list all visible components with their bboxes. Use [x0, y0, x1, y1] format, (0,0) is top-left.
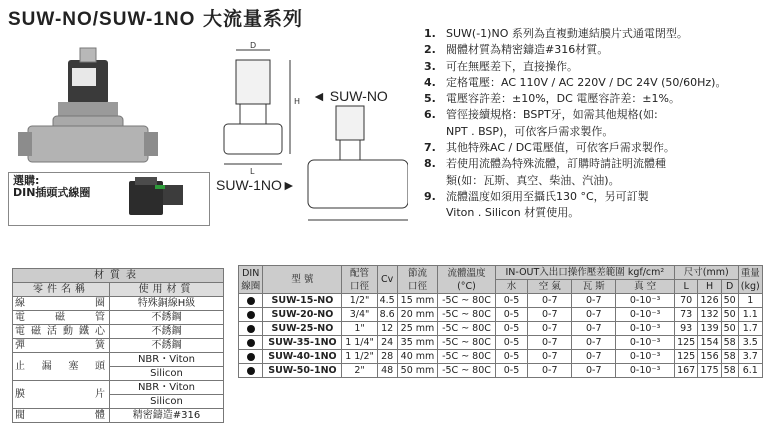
material-value: 不銹鋼	[110, 311, 224, 325]
cell-kg: 3.5	[738, 336, 763, 350]
din-coil-option	[8, 172, 210, 226]
cell-vacuum: 0-10⁻³	[616, 350, 675, 364]
material-value: Silicon	[110, 395, 224, 409]
col-water: 水	[495, 280, 528, 294]
material-value: NBR・Viton	[110, 353, 224, 367]
note-2: 2. 閥體材質為精密鑄造#316材質。	[424, 43, 609, 57]
spec-rows	[239, 294, 763, 378]
material-part: 止漏塞頭	[13, 353, 110, 381]
col-size: 尺寸(mm)	[674, 266, 738, 280]
cell-D: 50	[721, 322, 738, 336]
cell-cv: 24	[377, 336, 397, 350]
cell-L: 125	[674, 350, 697, 364]
cell-model: SUW-15-NO	[263, 294, 342, 308]
cell-gas: 0-7	[572, 350, 616, 364]
col-orifice: 節流 口徑	[397, 266, 438, 294]
col-model: 型 號	[263, 266, 342, 294]
col-din: DIN 線圈	[239, 266, 263, 294]
table-row	[239, 294, 763, 308]
bullet-icon	[247, 353, 255, 361]
cell-port: 1 1/2"	[342, 350, 377, 364]
note-8-cont: 類(如：瓦斯、真空、柴油、汽油)。	[446, 173, 620, 187]
col-d: D	[721, 280, 738, 294]
material-table	[12, 268, 224, 423]
cell-cv: 4.5	[377, 294, 397, 308]
cell-model: SUW-50-1NO	[263, 364, 342, 378]
cell-H: 156	[698, 350, 721, 364]
cell-gas: 0-7	[572, 322, 616, 336]
bullet-icon	[247, 339, 255, 347]
cell-L: 70	[674, 294, 697, 308]
cell-D: 58	[721, 350, 738, 364]
material-value: 特殊銅線H級	[110, 297, 224, 311]
cell-water: 0-5	[495, 322, 528, 336]
dim-d-label: D	[250, 41, 257, 50]
material-value: 不銹鋼	[110, 325, 224, 339]
cell-model: SUW-25-NO	[263, 322, 342, 336]
cell-vacuum: 0-10⁻³	[616, 308, 675, 322]
cell-cv: 48	[377, 364, 397, 378]
col-vacuum: 真 空	[616, 280, 675, 294]
din-dot	[239, 350, 263, 364]
notes-list	[424, 26, 769, 222]
bullet-icon	[247, 325, 255, 333]
cell-water: 0-5	[495, 308, 528, 322]
material-value: 精密鑄造#316	[110, 409, 224, 423]
bullet-icon	[247, 297, 255, 305]
cell-port: 1"	[342, 322, 377, 336]
cell-air: 0-7	[528, 308, 572, 322]
cell-model: SUW-40-1NO	[263, 350, 342, 364]
suw-no-label: ◄ SUW-NO	[312, 88, 388, 104]
cell-water: 0-5	[495, 364, 528, 378]
dim-l-label: L	[250, 167, 255, 176]
cell-D: 50	[721, 308, 738, 322]
suw-1no-label: SUW-1NO►	[216, 177, 296, 193]
col-gas: 瓦 斯	[572, 280, 616, 294]
note-7: 7. 其他特殊AC / DC電壓值，可依客戶需求製作。	[424, 141, 675, 155]
dim-h-label: H	[294, 97, 301, 106]
cell-kg: 1	[738, 294, 763, 308]
col-cv: Cv	[377, 266, 397, 294]
material-value: NBR・Viton	[110, 381, 224, 395]
cell-D: 50	[721, 294, 738, 308]
cell-water: 0-5	[495, 336, 528, 350]
cell-air: 0-7	[528, 294, 572, 308]
material-value: Silicon	[110, 367, 224, 381]
din-dot	[239, 322, 263, 336]
cell-temp: -5C ~ 80C	[438, 308, 495, 322]
title-en: SUW-NO/SUW-1NO	[8, 9, 196, 30]
cell-port: 3/4"	[342, 308, 377, 322]
cell-port: 2"	[342, 364, 377, 378]
material-table-title: 材質表	[13, 269, 224, 283]
cell-vacuum: 0-10⁻³	[616, 336, 675, 350]
cell-cv: 12	[377, 322, 397, 336]
cell-H: 126	[698, 294, 721, 308]
cell-H: 175	[698, 364, 721, 378]
din-coil-image	[119, 175, 191, 221]
cell-temp: -5C ~ 80C	[438, 336, 495, 350]
cell-gas: 0-7	[572, 294, 616, 308]
note-8: 8. 若使用流體為特殊流體，訂購時請註明流體種	[424, 157, 666, 171]
table-row	[239, 308, 763, 322]
cell-temp: -5C ~ 80C	[438, 322, 495, 336]
cell-L: 167	[674, 364, 697, 378]
cell-kg: 1.7	[738, 322, 763, 336]
cell-H: 154	[698, 336, 721, 350]
bullet-icon	[247, 311, 255, 319]
cell-gas: 0-7	[572, 308, 616, 322]
note-6-cont: NPT . BSP)，可依客戶需求製作。	[446, 124, 614, 138]
material-part: 線圈	[13, 297, 110, 311]
col-air: 空 氣	[528, 280, 572, 294]
cell-orifice: 25 mm	[397, 322, 438, 336]
cell-temp: -5C ~ 80C	[438, 294, 495, 308]
cell-cv: 8.6	[377, 308, 397, 322]
cell-air: 0-7	[528, 364, 572, 378]
cell-cv: 28	[377, 350, 397, 364]
din-dot	[239, 294, 263, 308]
spec-table	[238, 265, 763, 378]
table-row	[239, 350, 763, 364]
cell-orifice: 15 mm	[397, 294, 438, 308]
col-h: H	[698, 280, 721, 294]
cell-orifice: 35 mm	[397, 336, 438, 350]
cell-L: 73	[674, 308, 697, 322]
cell-water: 0-5	[495, 294, 528, 308]
cell-kg: 3.7	[738, 350, 763, 364]
note-9: 9. 流體溫度如須用至攝氏130 °C，另可訂製	[424, 189, 649, 203]
dimension-drawing	[208, 40, 408, 240]
cell-orifice: 50 mm	[397, 364, 438, 378]
cell-port: 1 1/4"	[342, 336, 377, 350]
cell-model: SUW-35-1NO	[263, 336, 342, 350]
cell-L: 125	[674, 336, 697, 350]
cell-vacuum: 0-10⁻³	[616, 364, 675, 378]
din-dot	[239, 364, 263, 378]
cell-D: 58	[721, 336, 738, 350]
material-col-part: 零件名稱	[13, 283, 110, 297]
col-weight: 重量 (kg)	[738, 266, 763, 294]
cell-air: 0-7	[528, 322, 572, 336]
valve-photo	[8, 46, 168, 170]
note-4: 4. 定格電壓：AC 110V / AC 220V / DC 24V (50/60Hz)。	[424, 75, 727, 89]
cell-L: 93	[674, 322, 697, 336]
cell-air: 0-7	[528, 336, 572, 350]
cell-kg: 6.1	[738, 364, 763, 378]
material-part: 電磁活動鐵心	[13, 325, 110, 339]
table-row	[239, 336, 763, 350]
note-3: 3. 可在無壓差下，直接操作。	[424, 59, 578, 73]
cell-water: 0-5	[495, 350, 528, 364]
bullet-icon	[247, 367, 255, 375]
cell-orifice: 20 mm	[397, 308, 438, 322]
col-pressure: IN-OUT入出口操作壓差範圍 kgf/cm²	[495, 266, 674, 280]
cell-orifice: 40 mm	[397, 350, 438, 364]
note-6: 6. 管徑接續規格：BSPT牙，如需其他規格(如:	[424, 108, 658, 122]
cell-model: SUW-20-NO	[263, 308, 342, 322]
col-temp: 流體溫度 (°C)	[438, 266, 495, 294]
page-title	[8, 4, 303, 31]
cell-gas: 0-7	[572, 364, 616, 378]
note-1: 1. SUW(-1)NO 系列為直複動連結膜片式通電閉型。	[424, 27, 688, 40]
cell-H: 139	[698, 322, 721, 336]
table-row	[239, 364, 763, 378]
cell-D: 58	[721, 364, 738, 378]
cell-H: 132	[698, 308, 721, 322]
cell-air: 0-7	[528, 350, 572, 364]
material-value: 不銹鋼	[110, 339, 224, 353]
table-row	[239, 322, 763, 336]
col-l: L	[674, 280, 697, 294]
material-part: 閥體	[13, 409, 110, 423]
cell-temp: -5C ~ 80C	[438, 350, 495, 364]
note-5: 5. 電壓容許差：±10%，DC 電壓容許差：±1%。	[424, 92, 680, 106]
material-part: 膜片	[13, 381, 110, 409]
cell-gas: 0-7	[572, 336, 616, 350]
din-option-text: DIN插頭式線圈	[13, 186, 91, 199]
din-dot	[239, 308, 263, 322]
material-part: 電磁管	[13, 311, 110, 325]
din-option-label: 選購:	[13, 174, 40, 187]
cell-vacuum: 0-10⁻³	[616, 294, 675, 308]
cell-kg: 1.1	[738, 308, 763, 322]
title-zh: 大流量系列	[195, 8, 304, 30]
note-9-cont: Viton . Silicon 材質使用。	[446, 206, 580, 220]
col-port: 配管 口徑	[342, 266, 377, 294]
material-part: 彈簧	[13, 339, 110, 353]
din-dot	[239, 336, 263, 350]
cell-vacuum: 0-10⁻³	[616, 322, 675, 336]
material-col-material: 使用材質	[110, 283, 224, 297]
cell-port: 1/2"	[342, 294, 377, 308]
cell-temp: -5C ~ 80C	[438, 364, 495, 378]
